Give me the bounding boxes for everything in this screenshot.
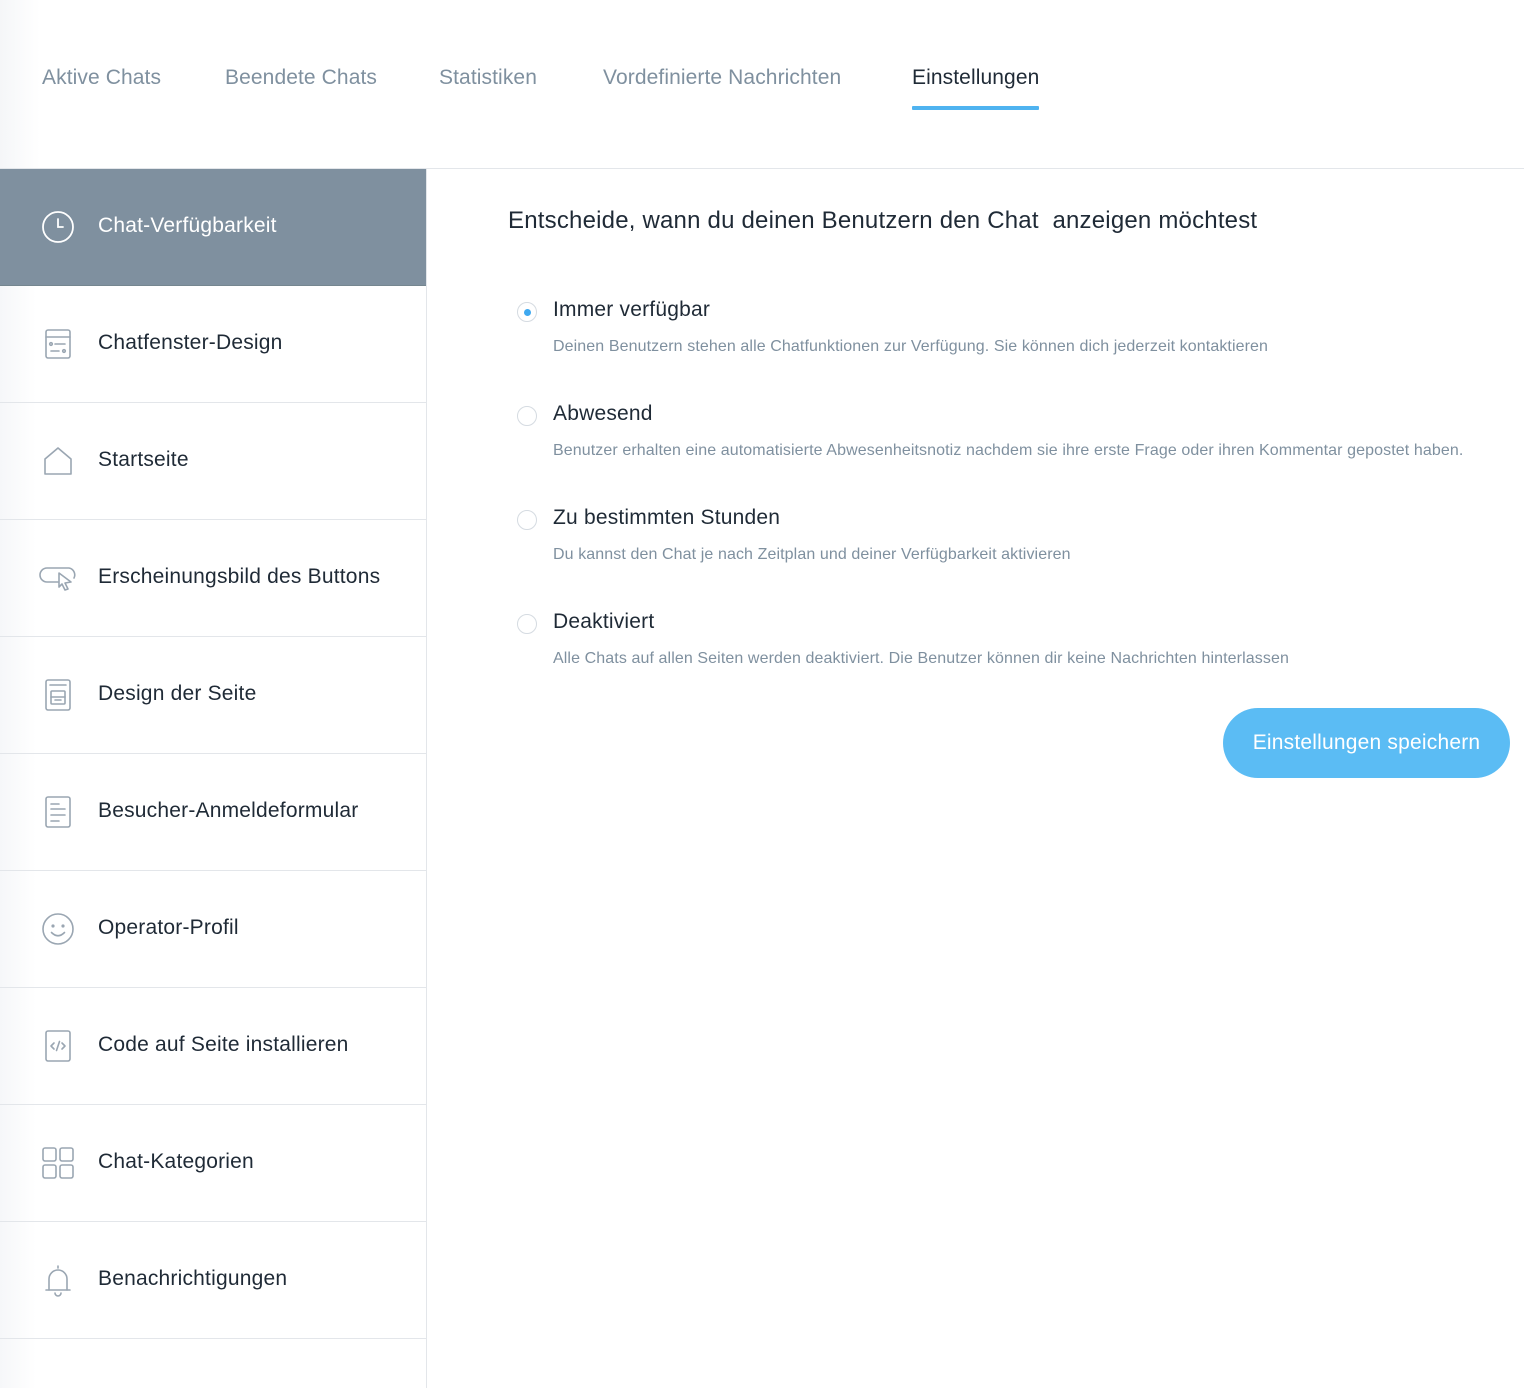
tab-aktive-chats[interactable]: Aktive Chats (42, 66, 162, 89)
option-description: Benutzer erhalten eine automatisierte Abwesenheitsnotiz nachdem sie ihre erste Frage oder ihren Kommentar gepostet haben. (553, 442, 1464, 459)
sidebar-item-label: Startseite (98, 448, 189, 471)
option-description: Deinen Benutzern stehen alle Chatfunktionen zur Verfügung. Sie können dich jederzeit kontaktieren (553, 338, 1269, 355)
sidebar-item-operator-profil[interactable] (0, 871, 426, 988)
option-title: Immer verfügbar (553, 298, 711, 321)
sidebar-item-startseite[interactable] (0, 403, 426, 520)
sidebar-item-erscheinungsbild-buttons[interactable] (0, 520, 426, 637)
sidebar-item-label: Code auf Seite installieren (98, 1033, 349, 1056)
sidebar-item-label: Besucher-Anmeldeformular (98, 799, 359, 822)
sidebar-item-label: Chat-Verfügbarkeit (98, 214, 277, 237)
sidebar-item-code-installieren[interactable] (0, 988, 426, 1105)
option-description: Alle Chats auf allen Seiten werden deaktiviert. Die Benutzer können dir keine Nachrichten hinterlassen (553, 650, 1289, 667)
sidebar-item-label: Chatfenster-Design (98, 331, 283, 354)
option-deaktiviert[interactable] (517, 608, 1517, 688)
option-title: Zu bestimmten Stunden (553, 506, 781, 529)
sidebar-item-label: Operator-Profil (98, 916, 239, 939)
option-abwesend[interactable] (517, 400, 1517, 480)
availability-settings-panel (427, 169, 1524, 1388)
tab-einstellungen[interactable]: Einstellungen (912, 66, 1039, 96)
form-icon (40, 794, 76, 830)
option-title: Abwesend (553, 402, 653, 425)
option-title: Deaktiviert (553, 610, 655, 633)
sidebar-item-chat-verfuegbarkeit[interactable] (0, 169, 426, 286)
grid-icon (40, 1145, 76, 1181)
window-design-icon (40, 326, 76, 362)
bell-icon (40, 1262, 76, 1298)
top-navigation (0, 0, 1524, 169)
button-cursor-icon (38, 560, 78, 596)
save-settings-button[interactable]: Einstellungen speichern (1223, 708, 1510, 778)
clock-icon (40, 209, 76, 245)
tab-beendete-chats[interactable]: Beendete Chats (225, 66, 378, 89)
home-icon (40, 443, 76, 479)
sidebar-item-design-der-seite[interactable] (0, 637, 426, 754)
option-zu-bestimmten-stunden[interactable] (517, 504, 1517, 584)
sidebar-item-label: Chat-Kategorien (98, 1150, 254, 1173)
settings-sidebar (0, 169, 427, 1388)
radio-immer-verfuegbar[interactable] (517, 302, 537, 322)
option-description: Du kannst den Chat je nach Zeitplan und deiner Verfügbarkeit aktivieren (553, 546, 1071, 563)
sidebar-item-label: Design der Seite (98, 682, 257, 705)
page-design-icon (40, 677, 76, 713)
page-title: Entscheide, wann du deinen Benutzern den Chat anzeigen möchtest (508, 207, 1258, 234)
radio-zu-bestimmten-stunden[interactable] (517, 510, 537, 530)
sidebar-item-benachrichtigungen[interactable] (0, 1222, 426, 1339)
smiley-icon (40, 911, 76, 947)
sidebar-item-label: Erscheinungsbild des Buttons (98, 565, 381, 588)
tab-statistiken[interactable]: Statistiken (439, 66, 537, 89)
radio-deaktiviert[interactable] (517, 614, 537, 634)
sidebar-item-besucher-anmeldeformular[interactable] (0, 754, 426, 871)
sidebar-item-label: Benachrichtigungen (98, 1267, 288, 1290)
radio-abwesend[interactable] (517, 406, 537, 426)
tab-vordefinierte-nachrichten[interactable]: Vordefinierte Nachrichten (603, 66, 842, 89)
code-icon (40, 1028, 76, 1064)
option-immer-verfuegbar[interactable] (517, 296, 1517, 376)
sidebar-item-chatfenster-design[interactable] (0, 286, 426, 403)
sidebar-item-chat-kategorien[interactable] (0, 1105, 426, 1222)
